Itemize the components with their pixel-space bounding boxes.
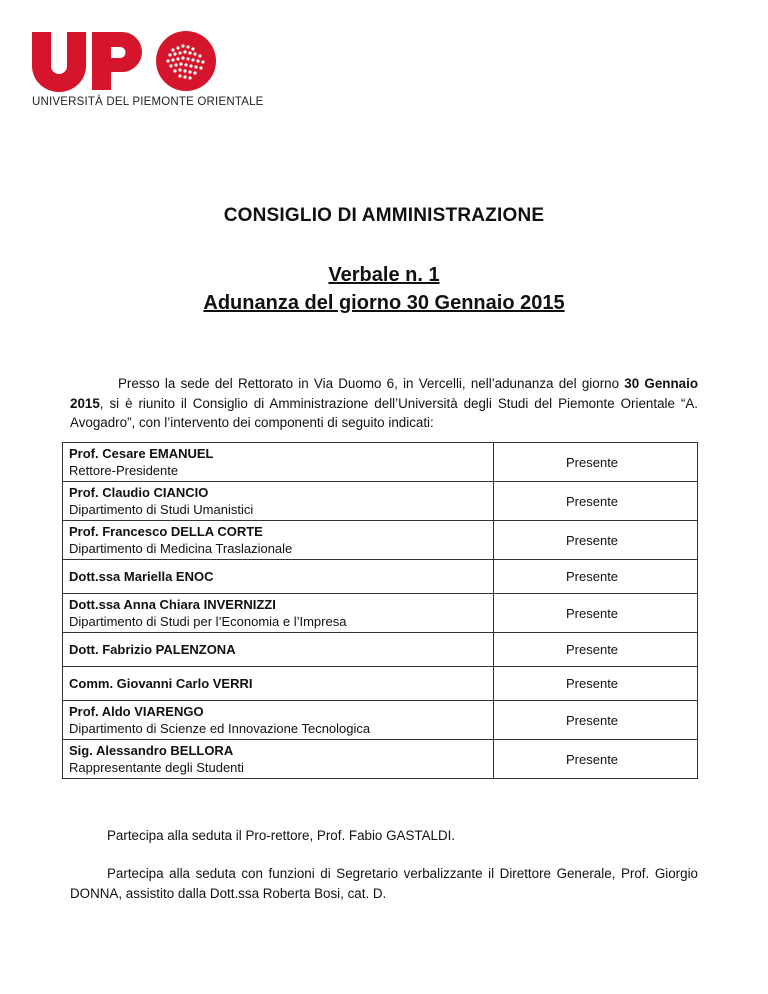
- member-status: Presente: [494, 521, 698, 560]
- member-status: Presente: [494, 443, 698, 482]
- council-title: CONSIGLIO DI AMMINISTRAZIONE: [223, 205, 545, 226]
- member-name: Dott.ssa Mariella ENOC: [69, 569, 214, 584]
- member-role: Dipartimento di Medicina Traslazionale: [69, 541, 293, 556]
- member-cell: [63, 633, 494, 667]
- members-table: [62, 442, 698, 779]
- member-name: Comm. Giovanni Carlo VERRI: [69, 676, 253, 691]
- prorettore-paragraph: Partecipa alla seduta il Pro-rettore, Prof. Fabio GASTALDI.: [107, 828, 456, 843]
- member-status: Presente: [494, 482, 698, 521]
- member-name: Prof. Claudio CIANCIO: [69, 485, 209, 500]
- member-status: Presente: [494, 701, 698, 740]
- member-status: Presente: [494, 667, 698, 701]
- member-cell: [63, 443, 494, 482]
- member-row: [63, 594, 698, 633]
- member-cell: [63, 740, 494, 779]
- member-role: Dipartimento di Studi Umanistici: [69, 502, 254, 517]
- segretario-paragraph: Partecipa alla seduta con funzioni di Segretario verbalizzante il Direttore Generale, Prof. Giorgio DONNA, assistito dalla Dott.ssa Roberta Bosi, cat. D.: [70, 866, 698, 901]
- upo-logo-mark: [30, 30, 220, 92]
- member-role: Dipartimento di Studi per l’Economia e l’Impresa: [69, 614, 347, 629]
- member-row: [63, 521, 698, 560]
- member-cell: [63, 667, 494, 701]
- meeting-date-title: Adunanza del giorno 30 Gennaio 2015: [203, 292, 565, 314]
- member-name: Prof. Francesco DELLA CORTE: [69, 524, 263, 539]
- member-row: [63, 701, 698, 740]
- member-status: Presente: [494, 740, 698, 779]
- member-row: [63, 740, 698, 779]
- logo-caption: UNIVERSITÀ DEL PIEMONTE ORIENTALE: [32, 96, 264, 108]
- member-cell: [63, 482, 494, 521]
- intro-paragraph: [70, 374, 698, 433]
- member-row: [63, 443, 698, 482]
- intro-text-2: , si è riunito il Consiglio di Amministrazione dell’Università degli Studi del Piemonte Orientale “A. Avogadro”, con l’intervento dei componenti di seguito indicati:: [70, 395, 698, 430]
- member-name: Dott.ssa Anna Chiara INVERNIZZI: [69, 597, 276, 612]
- member-name: Prof. Cesare EMANUEL: [69, 446, 214, 461]
- member-status: Presente: [494, 633, 698, 667]
- member-status: Presente: [494, 594, 698, 633]
- member-role: Dipartimento di Scienze ed Innovazione Tecnologica: [69, 721, 371, 736]
- member-name: Prof. Aldo VIARENGO: [69, 704, 204, 719]
- member-row: [63, 560, 698, 594]
- member-status: Presente: [494, 560, 698, 594]
- intro-text-1: Presso la sede del Rettorato in Via Duomo 6, in Vercelli, nell’adunanza del giorno: [118, 376, 625, 391]
- member-name: Sig. Alessandro BELLORA: [69, 743, 234, 758]
- member-row: [63, 633, 698, 667]
- member-row: [63, 667, 698, 701]
- member-cell: [63, 594, 494, 633]
- intro-date: 30 Gennaio 2015: [70, 376, 698, 411]
- member-role: Rappresentante degli Studenti: [69, 760, 244, 775]
- member-cell: [63, 701, 494, 740]
- member-name: Dott. Fabrizio PALENZONA: [69, 642, 236, 657]
- member-role: Rettore-Presidente: [69, 463, 179, 478]
- member-cell: [63, 560, 494, 594]
- verbale-number: Verbale n. 1: [328, 264, 440, 286]
- member-row: [63, 482, 698, 521]
- member-cell: [63, 521, 494, 560]
